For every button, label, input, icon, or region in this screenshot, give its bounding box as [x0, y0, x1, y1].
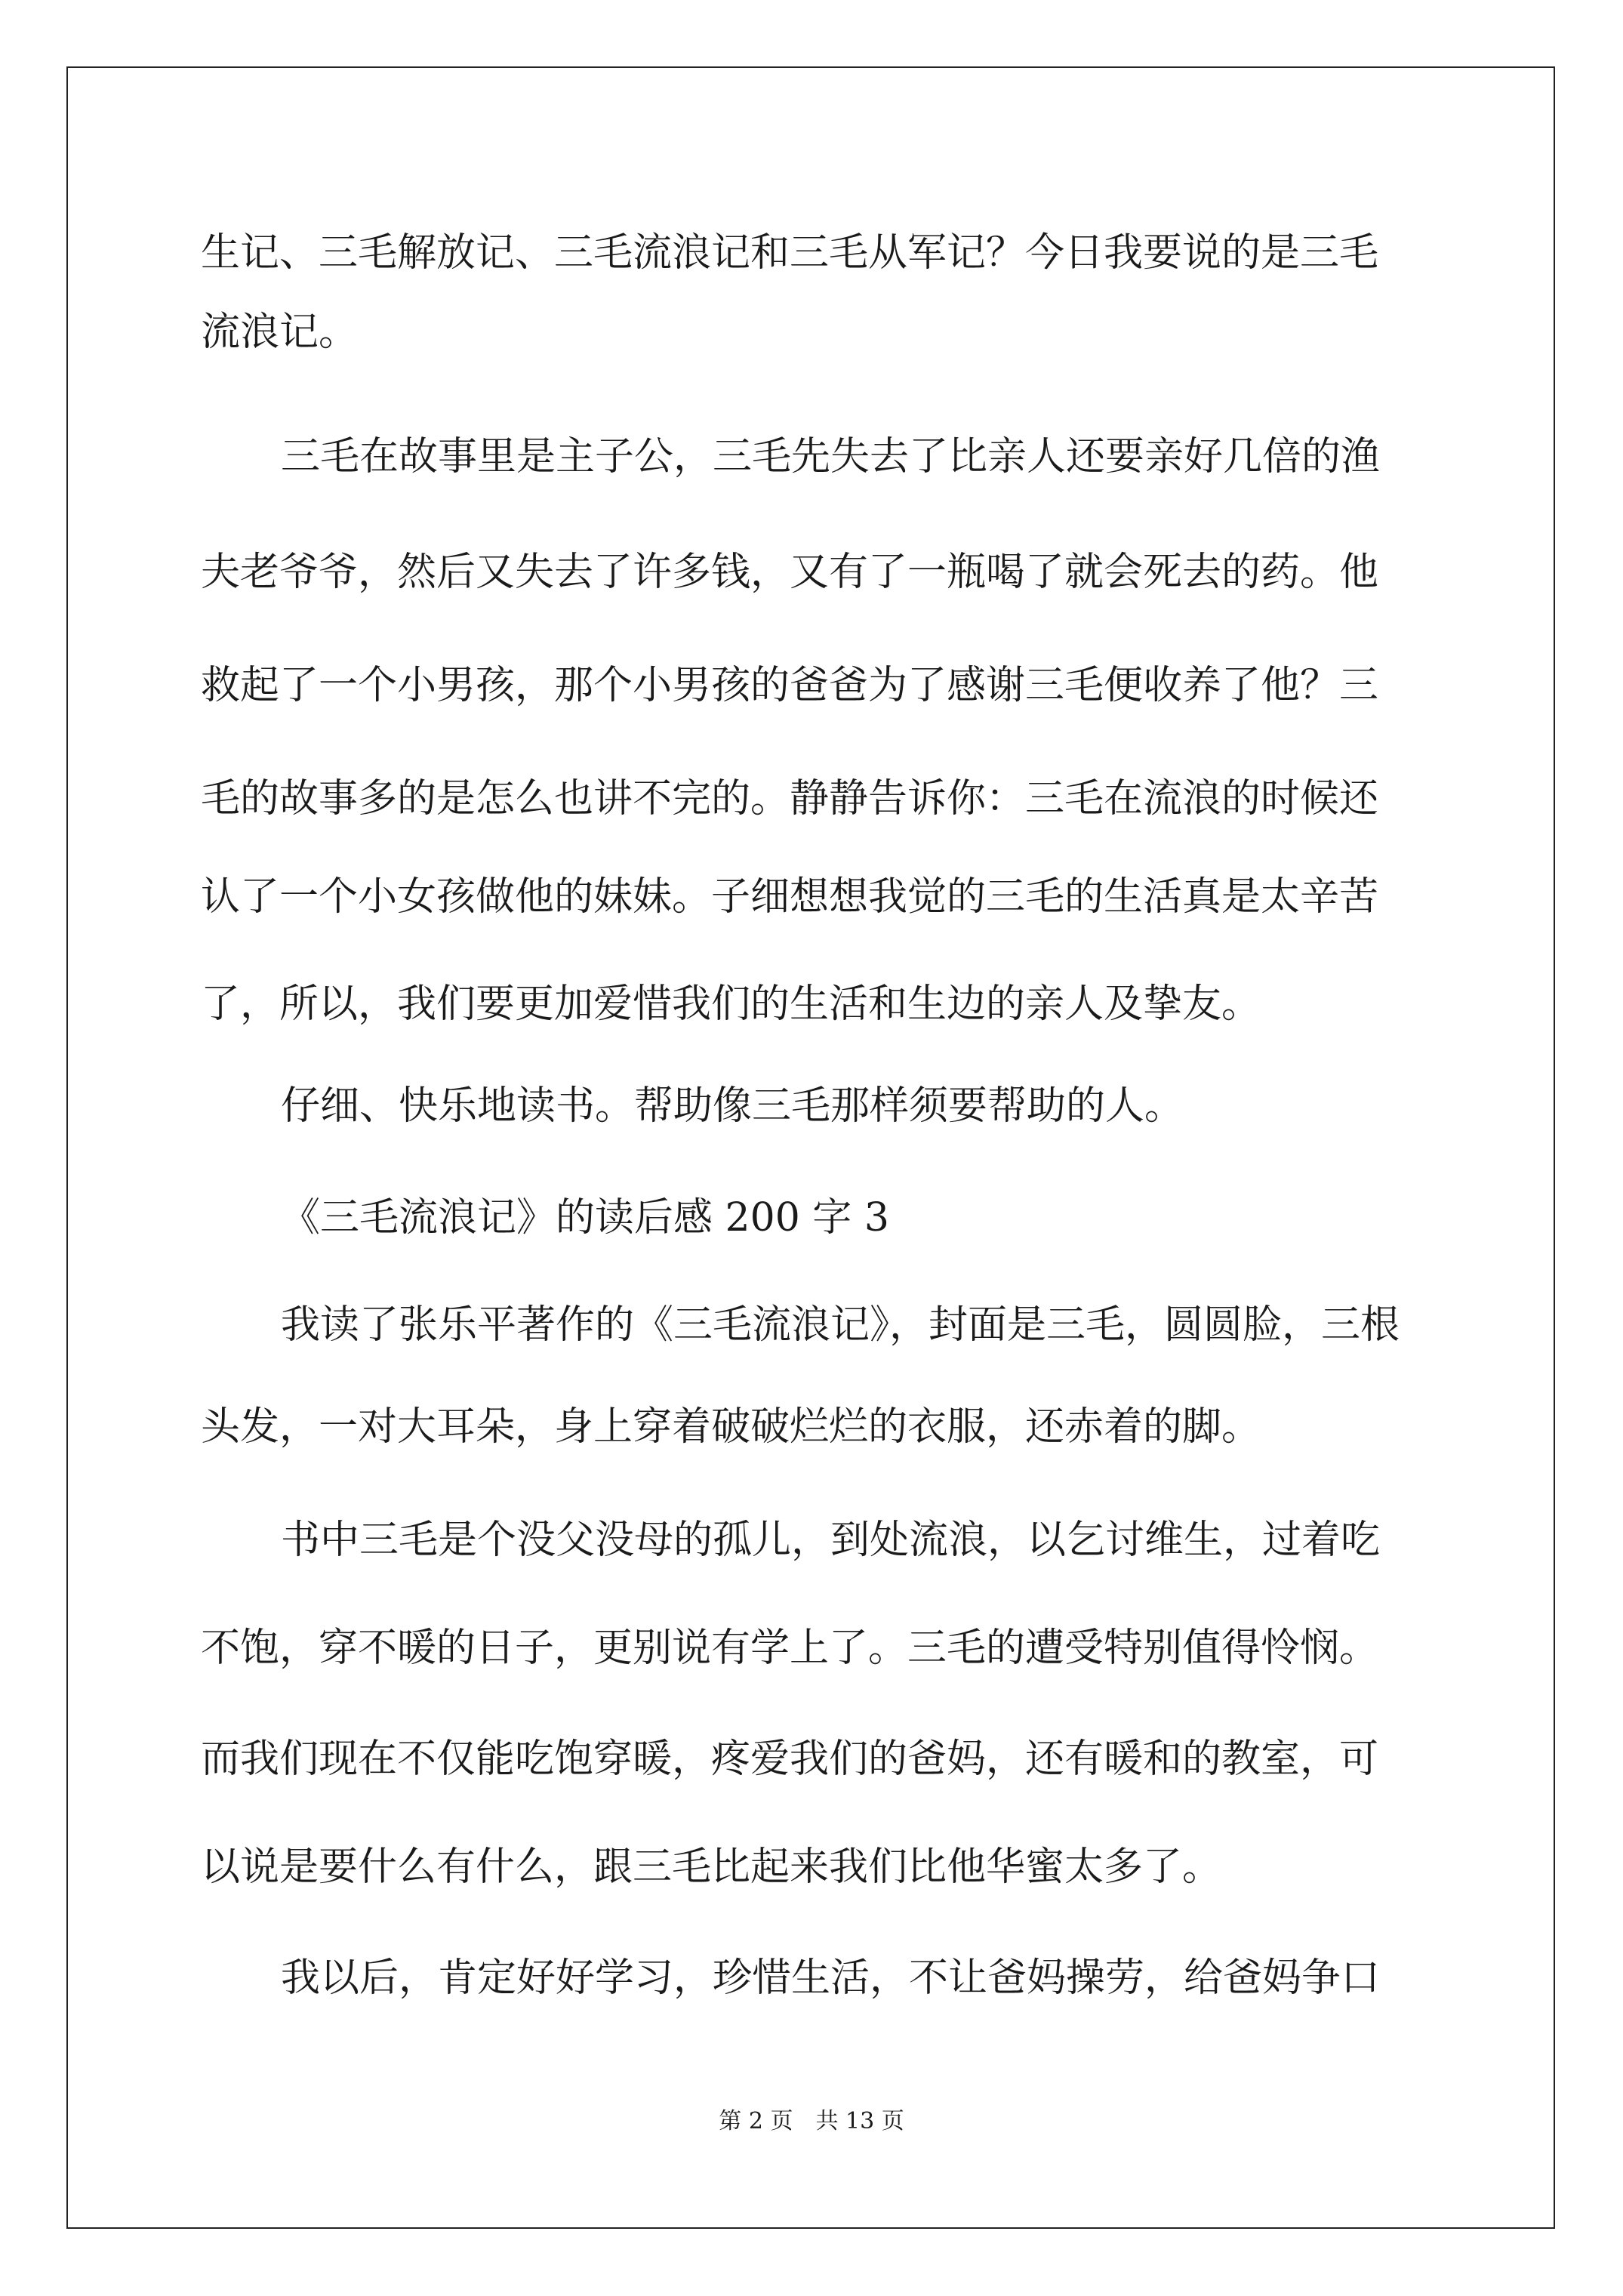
body-line: 救起了一个小男孩，那个小男孩的爸爸为了感谢三毛便收养了他？三 — [201, 663, 1379, 708]
paragraph-start-line: 仔细、快乐地读书。帮助像三毛那样须要帮助的人。 — [281, 1083, 1184, 1129]
body-line: 生记、三毛解放记、三毛流浪记和三毛从军记？今日我要说的是三毛 — [201, 230, 1379, 276]
body-line: 而我们现在不仅能吃饱穿暖，疼爱我们的爸妈，还有暖和的教室，可 — [201, 1737, 1379, 1782]
body-line: 流浪记。 — [201, 310, 359, 355]
body-line: 夫老爷爷，然后又失去了许多钱，又有了一瓶喝了就会死去的药。他 — [201, 550, 1379, 595]
body-line: 以说是要什么有什么，跟三毛比起来我们比他华蜜太多了。 — [201, 1845, 1222, 1890]
body-line: 认了一个小女孩做他的妹妹。子细想想我觉的三毛的生活真是太辛苦 — [201, 874, 1379, 920]
body-line: 不饱，穿不暖的日子，更别说有学上了。三毛的遭受特别值得怜悯。 — [201, 1626, 1379, 1671]
paragraph-start-line: 我读了张乐平著作的《三毛流浪记》，封面是三毛，圆圆脸，三根 — [281, 1302, 1400, 1348]
body-line: 毛的故事多的是怎么也讲不完的。静静告诉你：三毛在流浪的时候还 — [201, 776, 1379, 821]
body-line: 了，所以，我们要更加爱惜我们的生活和生边的亲人及挚友。 — [201, 982, 1261, 1027]
paragraph-start-line: 书中三毛是个没父没母的孤儿，到处流浪，以乞讨维生，过着吃 — [281, 1518, 1381, 1563]
body-line: 头发，一对大耳朵，身上穿着破破烂烂的衣服，还赤着的脚。 — [201, 1404, 1261, 1450]
page-border — [66, 66, 1555, 2229]
paragraph-start-line: 三毛在故事里是主子公，三毛先失去了比亲人还要亲好几倍的渔 — [281, 434, 1381, 479]
paragraph-start-line: 我以后，肯定好好学习，珍惜生活，不让爸妈操劳，给爸妈争口 — [281, 1955, 1381, 2001]
page-number-footer: 第 2 页 共 13 页 — [719, 2108, 904, 2134]
section-heading: 《三毛流浪记》的读后感 200 字 3 — [281, 1195, 889, 1240]
